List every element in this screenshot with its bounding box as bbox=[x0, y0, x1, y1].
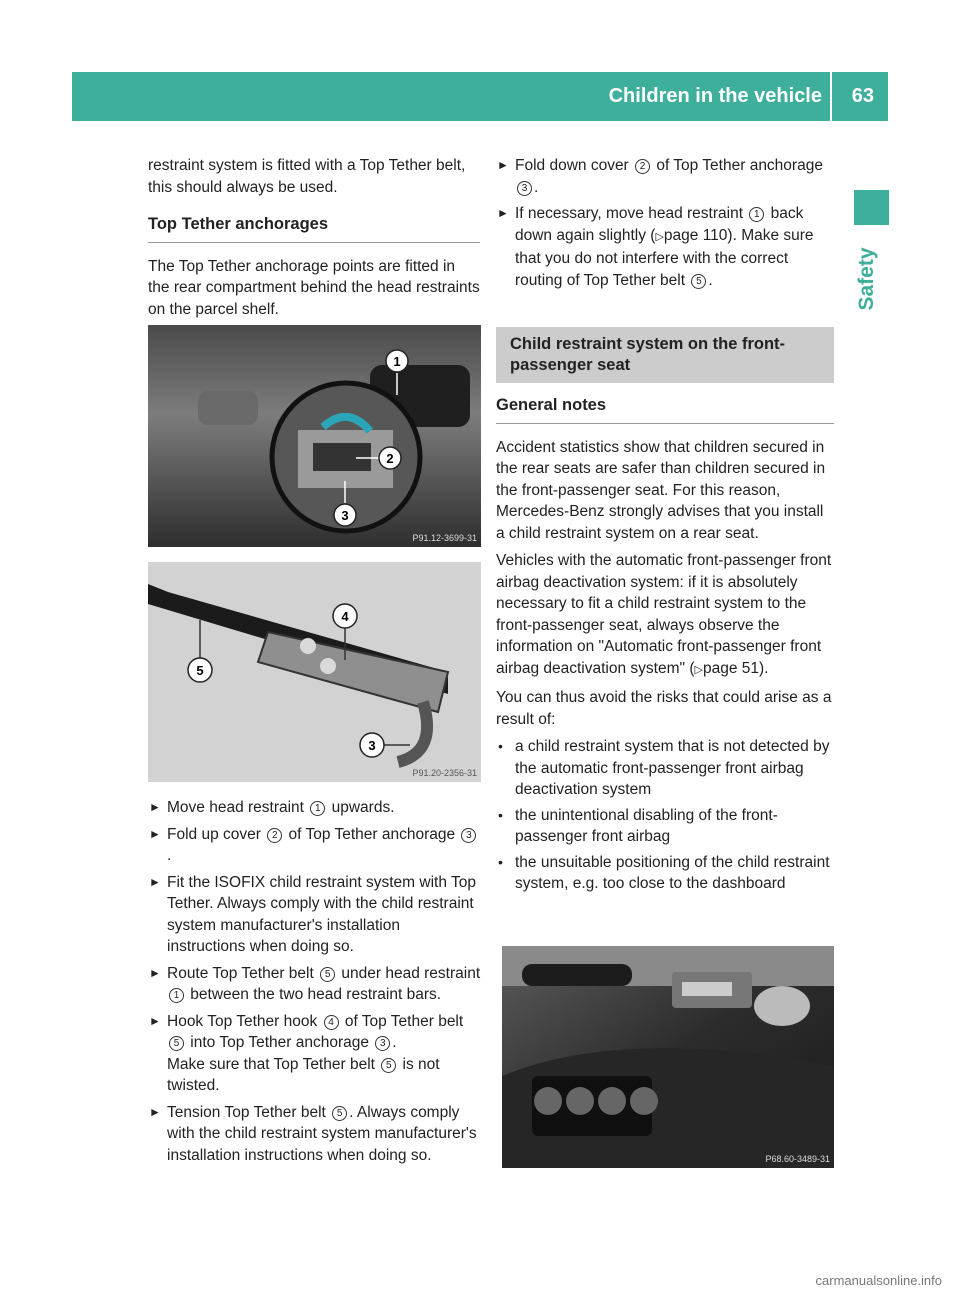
triangle-arrow-icon: ► bbox=[149, 965, 161, 980]
step-item: ► Fold up cover 2 of Top Tether anchorage 3. bbox=[148, 824, 482, 867]
callout-4: 4 bbox=[341, 609, 349, 624]
page-reference[interactable]: page 51 bbox=[702, 659, 759, 677]
bullet-icon: • bbox=[498, 853, 503, 870]
general-notes-p1: Accident statistics show that children secured in the rear seats are safer than children secured in the front-passenger seat. For this reason, Mercedes-Benz strongly advises that you install a child restraint system on a rear seat. bbox=[496, 438, 826, 542]
right-column bbox=[496, 155, 834, 899]
bullet-icon: • bbox=[498, 738, 503, 754]
header-divider bbox=[830, 72, 832, 121]
triangle-arrow-icon: ► bbox=[149, 1104, 161, 1119]
callout-3: 3 bbox=[368, 738, 376, 753]
callout-5: 5 bbox=[196, 663, 204, 678]
general-notes-p2: Vehicles with the automatic front-passenger front airbag deactivation system: if it is absolutely necessary to fit a child restraint system to the front-passenger seat, always observe the information on "Automatic front-passenger front airbag deactivation system" (▷page 51). bbox=[496, 552, 832, 677]
section-heading: Top Tether anchorages bbox=[148, 215, 329, 233]
triangle-arrow-icon: ► bbox=[149, 1013, 161, 1028]
step-item: ► Fit the ISOFIX child restraint system with Top Tether. Always comply with the child restraint system manufacturer's installation instructions when doing so. bbox=[149, 873, 476, 955]
page-ref-arrow-icon: ▷ bbox=[655, 230, 664, 243]
callout-1: 1 bbox=[393, 354, 401, 369]
step-item: ► Move head restraint 1 upwards. bbox=[148, 797, 482, 819]
page-number: 63 bbox=[851, 85, 874, 107]
figure-2-callouts bbox=[148, 562, 481, 782]
page-header bbox=[72, 72, 888, 121]
figure-code: P91.12-3699-31 bbox=[412, 533, 477, 543]
step-item: ► Tension Top Tether belt 5 . Always comply with the child restraint system manufacturer's installation instructions when doing so. bbox=[149, 1103, 477, 1164]
section-box-heading: Child restraint system on the front-passenger seat bbox=[496, 327, 834, 383]
figure-dashboard-drawing bbox=[502, 946, 834, 1168]
bullet-icon: • bbox=[498, 806, 503, 823]
callout-3: 3 bbox=[341, 508, 349, 523]
left-column bbox=[148, 155, 480, 326]
figure-dashboard bbox=[502, 946, 834, 1168]
left-steps bbox=[148, 797, 482, 1171]
subsection-heading: General notes bbox=[496, 396, 607, 414]
intro-text: restraint system is fitted with a Top Tether belt, this should always be used. bbox=[148, 157, 466, 196]
list-item: • a child restraint system that is not detected by the automatic front-passenger front airbag deactivation system bbox=[498, 738, 830, 798]
triangle-arrow-icon: ► bbox=[497, 206, 509, 220]
list-item: • the unsuitable positioning of the child restraint system, e.g. too close to the dashboard bbox=[498, 853, 830, 892]
list-item: • the unintentional disabling of the front-passenger front airbag bbox=[498, 806, 778, 845]
triangle-arrow-icon: ► bbox=[497, 158, 509, 172]
section-label: Safety bbox=[855, 247, 878, 311]
section-tab bbox=[854, 190, 889, 225]
callout-2: 2 bbox=[386, 451, 394, 466]
page-ref-arrow-icon: ▷ bbox=[694, 663, 703, 676]
footer-watermark: carmanualsonline.info bbox=[815, 1273, 942, 1288]
triangle-arrow-icon: ► bbox=[149, 800, 161, 814]
heading-rule bbox=[496, 423, 834, 424]
triangle-arrow-icon: ► bbox=[149, 874, 161, 889]
anchorage-text: The Top Tether anchorage points are fitted in the rear compartment behind the head restraints on the parcel shelf. bbox=[148, 257, 480, 318]
page-reference[interactable]: page 110 bbox=[663, 226, 728, 244]
heading-rule bbox=[148, 242, 480, 243]
general-notes-p3: You can thus avoid the risks that could arise as a result of: bbox=[496, 689, 832, 728]
figure-1-callouts bbox=[148, 325, 481, 547]
step-item: ► Route Top Tether belt 5 under head restraint 1 between the two head restraint bars. bbox=[149, 964, 481, 1003]
figure-code: P68.60-3489-31 bbox=[765, 1154, 830, 1164]
step-item: ► If necessary, move head restraint 1 back down again slightly (▷page 110). Make sure that you do not interfere with the correct routing of Top Tether belt 5 . bbox=[497, 205, 814, 289]
chapter-title: Children in the vehicle bbox=[608, 85, 822, 107]
step-item: ► Hook Top Tether hook 4 of Top Tether belt 5 into Top Tether anchorage 3 . Make sure that Top Tether belt 5 is not twisted. bbox=[149, 1012, 464, 1094]
triangle-arrow-icon: ► bbox=[149, 826, 161, 841]
step-item: ► Fold down cover 2 of Top Tether anchorage 3 . bbox=[497, 157, 823, 196]
figure-code: P91.20-2356-31 bbox=[412, 768, 477, 778]
